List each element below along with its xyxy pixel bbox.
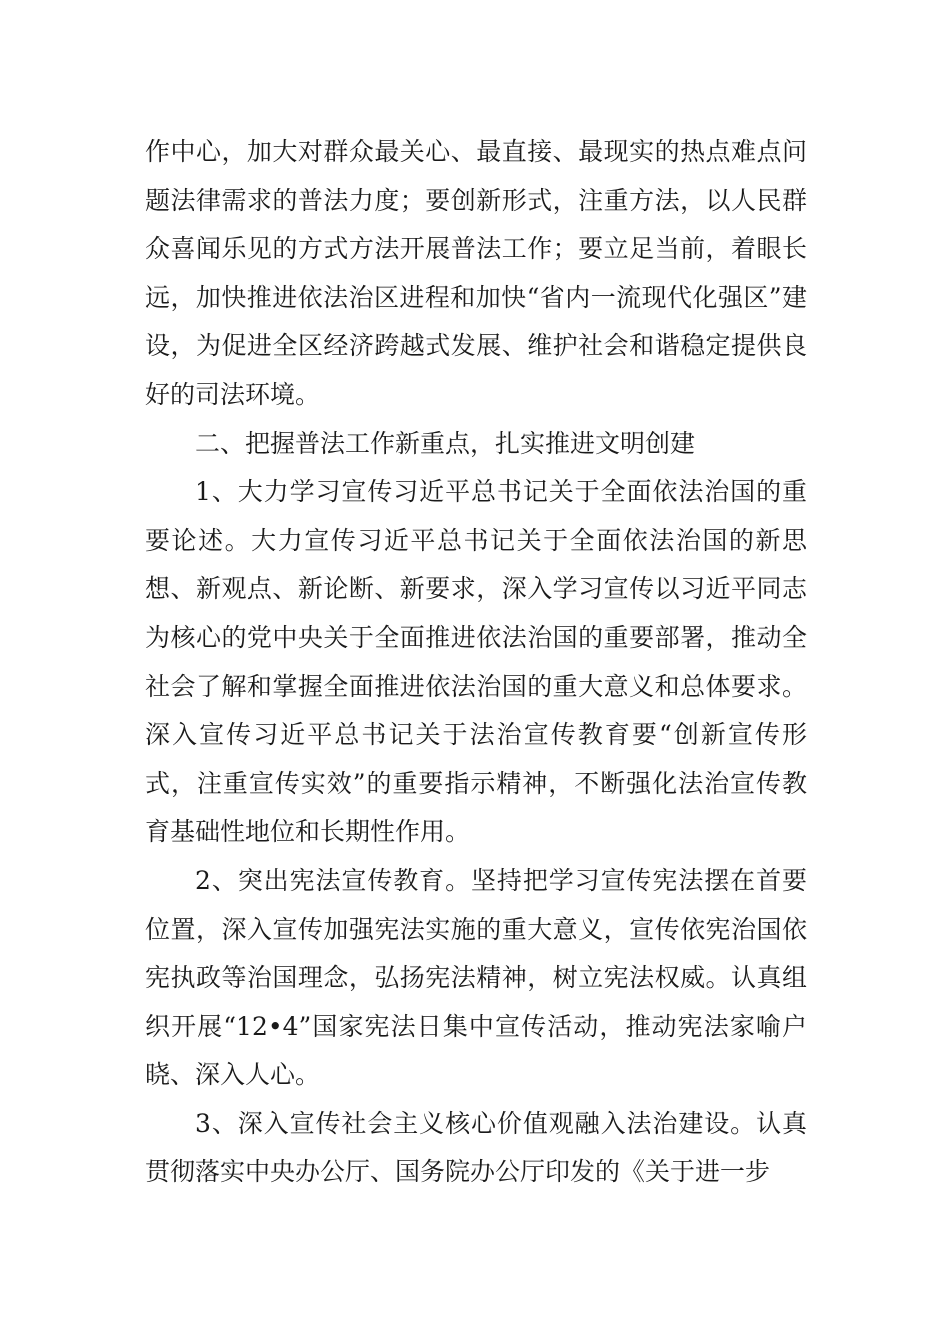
paragraph-continuation: 作中心，加大对群众最关心、最直接、最现实的热点难点问题法律需求的普法力度；要创新形式，注重方法，以人民群众喜闻乐见的方式方法开展普法工作；要立足当前，着眼长远，加快推进依法治区进程和加快“省内一流现代化强区”建设，为促进全区经济跨越式发展、维护社会和谐稳定提供良好的司法环境。 xyxy=(145,137,807,409)
paragraph-item-1: 1、大力学习宣传习近平总书记关于全面依法治国的重要论述。大力宣传习近平总书记关于全面依法治国的新思想、新观点、新论断、新要求，深入学习宣传以习近平同志为核心的党中央关于全面推进依法治国的重要部署，推动全社会了解和掌握全面推进依法治国的重大意义和总体要求。深入宣传习近平总书记关于法治宣传教育要“创新宣传形式，注重宣传实效”的重要指示精神，不断强化法治宣传教育基础性地位和长期性作用。 xyxy=(145,477,807,847)
section-heading: 二、把握普法工作新重点，扎实推进文明创建 xyxy=(195,428,696,458)
document-body xyxy=(145,128,807,1197)
paragraph-item-3: 3、深入宣传社会主义核心价值观融入法治建设。认真贯彻落实中央办公厅、国务院办公厅印发的《关于进一步 xyxy=(145,1108,807,1187)
paragraph-item-2: 2、突出宪法宣传教育。坚持把学习宣传宪法摆在首要位置，深入宣传加强宪法实施的重大意义，宣传依宪治国依宪执政等治国理念，弘扬宪法精神，树立宪法权威。认真组织开展“12•4”国家宪法日集中宣传活动，推动宪法家喻户晓、深入人心。 xyxy=(145,865,807,1090)
